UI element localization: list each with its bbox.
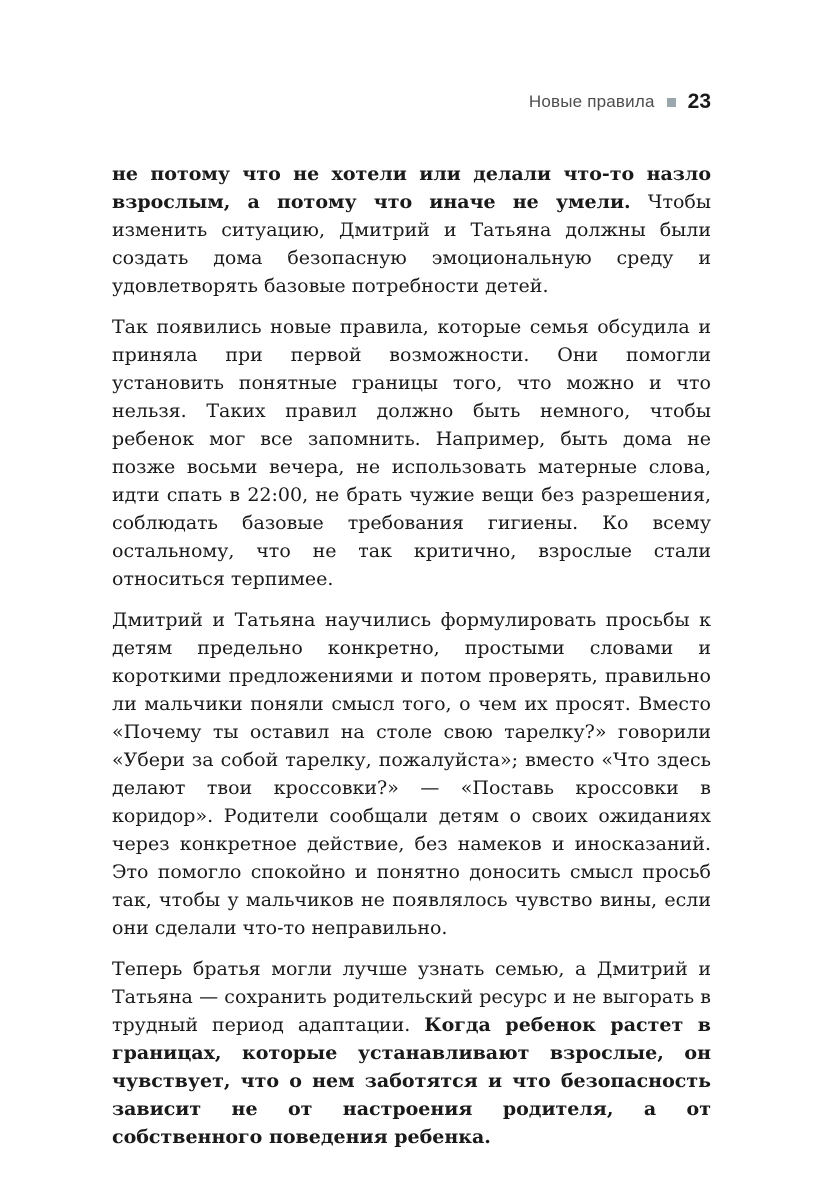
page-number: 23 xyxy=(687,90,711,113)
running-title: Новые правила xyxy=(528,92,655,111)
text-segment-bold: не потому что не хотели или делали что-то назло взрослым, а потому что иначе не умели. xyxy=(112,163,711,213)
paragraph xyxy=(112,955,711,1151)
text-segment: Чтобы изменить ситуацию, Дмитрий и Татьяна должны были создать дома безопасную эмоциональную среду и удовлетворять базовые потребности детей. xyxy=(112,191,711,297)
paragraph xyxy=(112,160,711,300)
text-segment: Так появились новые правила, которые семья обсудила и приняла при первой возможности. Они помогли установить понятные границы того, что можно и что нельзя. Таких правил должно быть немного, чтобы ребенок мог все запомнить. Например, быть дома не позже восьми вечера, не использовать матерные слова, идти спать в 22:00, не брать чужие вещи без разрешения, соблюдать базовые требования гигиены. Ко всему остальному, что не так критично, взрослые стали относиться терпимее. xyxy=(112,316,711,590)
text-segment: Теперь братья могли лучше узнать семью, а Дмитрий и Татьяна — сохранить родительский ресурс и не выгорать в трудный период адаптации. xyxy=(112,958,711,1036)
text-segment-bold: Когда ребенок растет в границах, которые устанавливают взрослые, он чувствует, что о нем заботятся и что безопасность зависит не от настроения родителя, а от собственного поведения ребенка. xyxy=(112,1014,712,1148)
body-text xyxy=(112,160,711,1151)
section-marker-square-icon xyxy=(667,98,676,107)
text-segment: Дмитрий и Татьяна научились формулировать просьбы к детям предельно конкретно, простыми словами и короткими предложениями и потом проверять, правильно ли мальчики поняли смысл того, о чем их просят. Вместо «Почему ты оставил на столе свою тарелку?» говорили «Убери за собой тарелку, пожалуйста»; вместо «Что здесь делают твои кроссовки?» — «Поставь кроссовки в коридор». Родители сообщали детям о своих ожиданиях через конкретное действие, без намеков и иносказаний. Это помогло спокойно и понятно доносить смысл просьб так, чтобы у мальчиков не появлялось чувство вины, если они сделали что-то неправильно. xyxy=(112,609,711,939)
page-header xyxy=(112,90,711,114)
paragraph xyxy=(112,606,711,942)
paragraph xyxy=(112,313,711,593)
